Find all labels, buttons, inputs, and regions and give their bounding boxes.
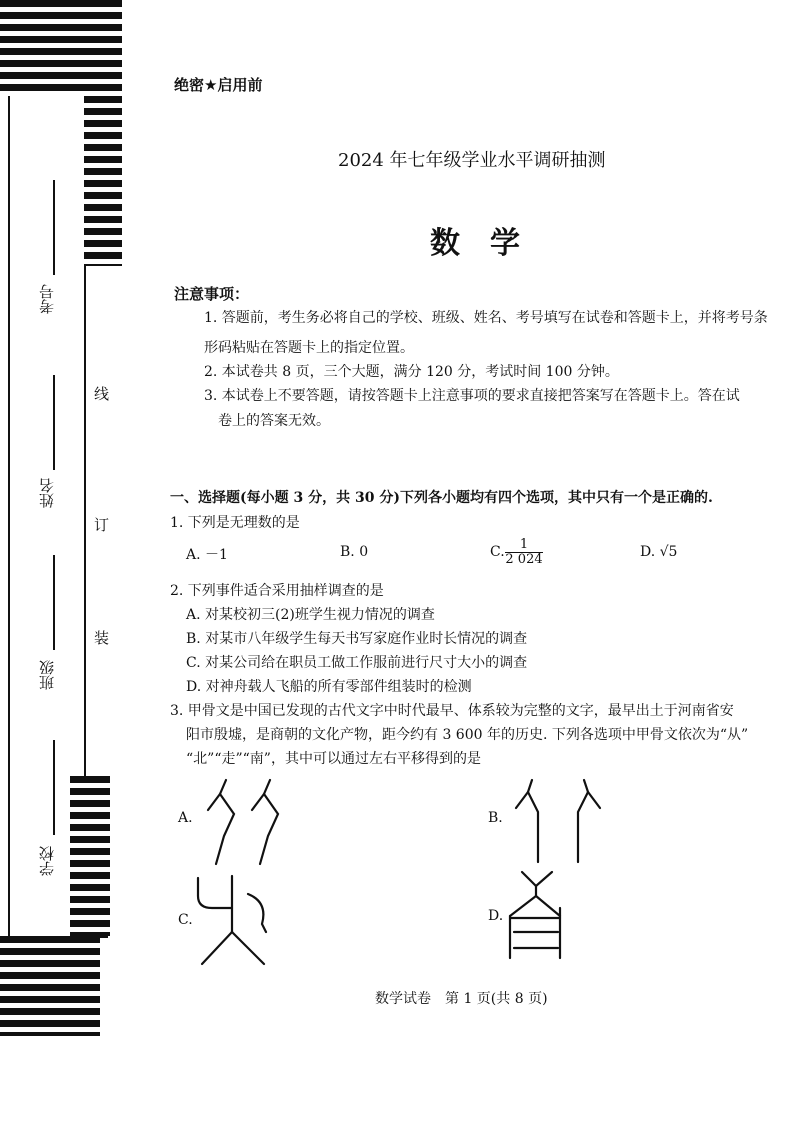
q1-option-b: B. 0: [340, 544, 369, 560]
margin-line-left: [8, 96, 10, 936]
stripe-column-upper: [84, 96, 122, 266]
cut-word-line: 线: [92, 386, 110, 401]
fraction-denominator: 2 024: [505, 552, 543, 567]
secret-mark: 绝密★启用前: [174, 76, 263, 94]
q2-option-a: A. 对某校初三(2)班学生视力情况的调查: [186, 607, 435, 623]
class-line: [53, 555, 55, 650]
q1-option-c-fraction: [505, 538, 543, 567]
notice-heading: 注意事项：: [174, 285, 250, 303]
stripe-column-lower: [70, 776, 110, 936]
q1-option-c-label: C.: [490, 544, 505, 560]
notice-item: 形码粘贴在答题卡上的指定位置。: [204, 340, 414, 356]
notice-item: 2. 本试卷共 8 页，三个大题，满分 120 分，考试时间 100 分钟。: [204, 364, 619, 380]
notice-item: 卷上的答案无效。: [218, 413, 330, 429]
section-heading: 一、选择题(每小题 3 分，共 30 分)下列各小题均有四个选项，其中只有一个是正确的.: [170, 490, 713, 506]
oracle-glyph-cong: [196, 774, 306, 866]
oracle-glyph-nan: [498, 868, 578, 964]
page-footer: 数学试卷 第 1 页(共 8 页): [375, 991, 548, 1007]
q3-option-d-label: D.: [488, 908, 504, 924]
margin-line-inner: [84, 266, 86, 776]
q1-option-a: A. －1: [186, 547, 228, 563]
q1-option-d: D. √5: [640, 544, 678, 560]
q3-option-b-label: B.: [488, 810, 503, 826]
q2-option-d: D. 对神舟载人飞船的所有零部件组装时的检测: [186, 679, 472, 695]
q2-option-b: B. 对某市八年级学生每天书写家庭作业时长情况的调查: [186, 631, 528, 647]
q3-option-c-label: C.: [178, 912, 193, 928]
school-label: 学校: [38, 846, 56, 876]
q3-stem-line: 阳市殷墟，是商朝的文化产物，距今约有 3 600 年的历史. 下列各选项中甲骨文依次为“从”: [186, 727, 749, 743]
q3-stem-line: “北”“走”“南”，其中可以通过左右平移得到的是: [186, 751, 481, 767]
q3-option-a-label: A.: [178, 810, 193, 826]
cut-word-bind: 订: [92, 517, 110, 532]
exam-number-line: [53, 180, 55, 275]
exam-number-label: 考号: [38, 284, 56, 314]
oracle-glyph-bei: [508, 774, 608, 866]
stripe-block-top: [0, 0, 122, 96]
name-line: [53, 375, 55, 470]
notice-item: 3. 本试卷上不要答题，请按答题卡上注意事项的要求直接把答案写在答题卡上。答在试: [204, 388, 740, 404]
school-line: [53, 740, 55, 835]
q3-stem-line: 3. 甲骨文是中国已发现的古代文字中时代最早、体系较为完整的文字，最早出土于河南省安: [170, 703, 734, 719]
name-label: 姓名: [38, 478, 56, 508]
notice-item: 1. 答题前，考生务必将自己的学校、班级、姓名、考号填写在试卷和答题卡上，并将考号条: [204, 310, 768, 326]
class-label: 班级: [38, 660, 56, 690]
subject-title: 数 学: [430, 226, 520, 261]
q2-option-c: C. 对某公司给在职员工做工作服前进行尺寸大小的调查: [186, 655, 528, 671]
exam-title: 2024 年七年级学业水平调研抽测: [338, 150, 606, 171]
cut-word-pack: 装: [92, 630, 110, 645]
oracle-glyph-zou: [190, 872, 280, 968]
q2-stem: 2. 下列事件适合采用抽样调查的是: [170, 583, 384, 599]
stripe-block-bottom: [0, 936, 100, 1036]
fraction-numerator: 1: [519, 537, 529, 552]
q1-stem: 1. 下列是无理数的是: [170, 515, 300, 531]
